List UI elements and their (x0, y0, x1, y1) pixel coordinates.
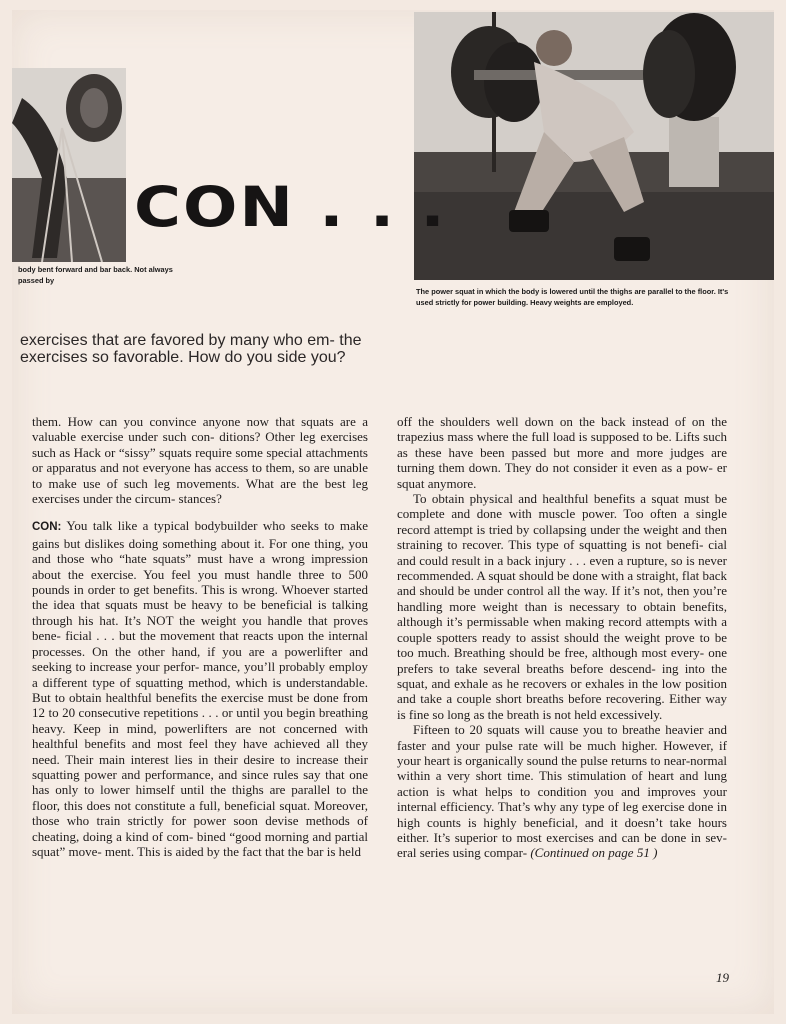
paragraph-question: them. How can you convince anyone now that squats are a valuable exercise under such con- ditions? Other leg exercises such as Hack or “sissy” squats require some special attachments or apparatus and not everyone has access to them, so are unable to make use of such leg movements. What are the best leg exercises under the circum- stances? (32, 414, 368, 507)
paragraph-right-1: off the shoulders well down on the back instead of on the trapezius mass where the full load is supposed to be. Lifts such as these have been passed but more and more judges are turning them down. They do not consider it even as a pow- er squat anymore. (397, 414, 727, 491)
caption-right: The power squat in which the body is lowered until the thighs are parallel to the floor. It's used strictly for power building. Heavy weights are employed. (416, 287, 729, 307)
photo-left-illustration (12, 68, 126, 262)
continued-link[interactable]: (Continued on page 51 ) (530, 845, 658, 861)
article-title: CON . . . (134, 176, 447, 240)
caption-left: body bent forward and bar back. Not always passed by (18, 265, 173, 285)
paragraph-right-3 (397, 722, 727, 861)
con-label: CON: (32, 521, 62, 534)
article-column-left (32, 414, 368, 859)
paragraph-right-3-body: Fifteen to 20 squats will cause you to breathe heavier and faster and your pulse rate will be much higher. However, if your heart is organically sound the pulse returns to near-normal within a very short time. This stimulation of heart and lung action is what helps to condition you and improves your internal efficiency. That’s why any type of leg exercise done in high counts is highly beneficial, and it doesn’t take hours either. It’s superior to most exercises and can be done in sev- eral series using compar- (397, 722, 727, 861)
paragraph-con-body: You talk like a typical bodybuilder who seeks to make gains but dislikes doing something about it. For one thing, you and those who “hate squats” must have a wrong impression about the exercise. You feel you must handle three to 500 pounds in order to get benefits. This is wrong. Whoever started the idea that squats must be heavy to be beneficial is talking through his hat. It’s NOT the weight you handle that proves bene- ficial . . . but the movement that reacts upon the internal processes. On the other hand, if you are a powerlifter and seeking to increase your perfor- mance, you’ll probably employ a different type of squatting method, which is understandable. But to obtain healthful benefits the exercise must be done from 12 to 20 consecutive repetitions . . . or until you begin breathing heavy. Keep in mind, powerlifters are not concerned with healthful benefits and most feel they have achieved all they need. Their main interest lies in their desire to increase their squatting power and performance, and since rules say that one has only to lower himself until the thighs are parallel to the floor, this does not constitute a full, beneficial squat. Moreover, those who train strictly for power soon devise methods of cheating, doing a kind of com- bined “good morning and partial squat” move- ment. This is aided by the fact that the bar is held (32, 518, 368, 859)
intro-text: exercises that are favored by many who em- the exercises so favorable. How do you side you? (20, 332, 362, 366)
paragraph-con-answer (32, 518, 368, 859)
photo-right-illustration (414, 12, 774, 280)
photo-lifter-left (12, 68, 126, 262)
article-column-right (397, 414, 727, 861)
page-number: 19 (716, 970, 729, 985)
photo-power-squat (414, 12, 774, 280)
paragraph-right-2: To obtain physical and healthful benefits a squat must be complete and done with muscle power. Too often a single record attempt is tried by collapsing under the weight and then straining to recover. This type of squatting is not benefi- cial and could result in a back injury . . . even a rupture, so is never recommended. A squat should be done with a straight, flat back and should be under control all the way. If it’s not, then you’re handling more weight than is necessary to obtain benefits, although it’s permissable when making record attempts with a couple spotters ready to assist should the weight prove to be too much. Breathing should be free, although most every- one prefers to take several breaths before descend- ing into the squat, and exhale as he recovers or exhales in the low position and take a couple short breaths before recovering. Either way is fine so long as the breath is not held excessively. (397, 491, 727, 722)
